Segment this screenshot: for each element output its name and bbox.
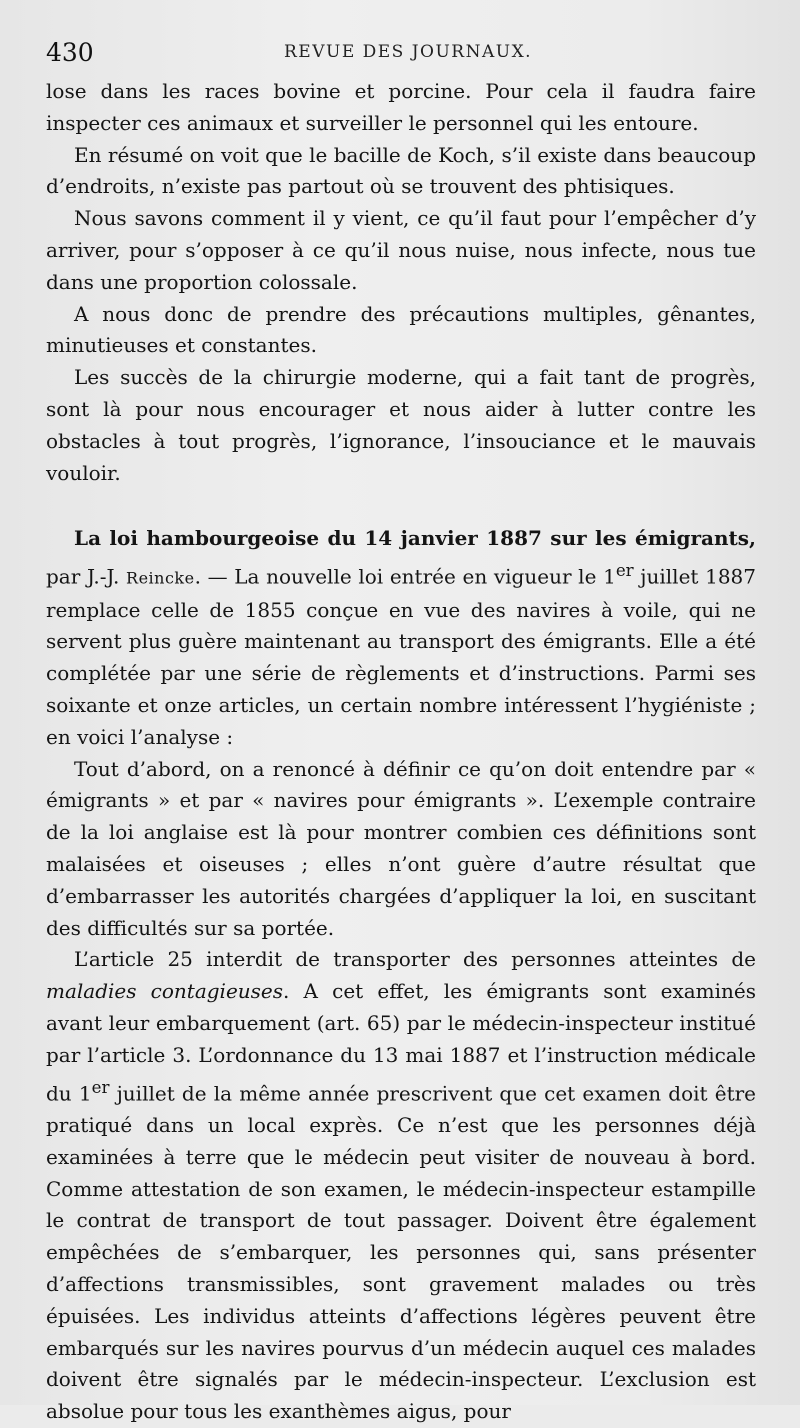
paragraph-definitions: Tout d’abord, on a renoncé à définir ce qu’on doit entendre par « émigrants » et par « navires pour émigrants ». L’exemple contraire de la loi anglaise est là pour montrer combien ces définitions sont malaisées et oiseuses ; elles n’ont guère d’autre résultat que d’embarrasser les autorités chargées d’appliquer la loi, en suscitant des difficultés sur sa portée. xyxy=(46,756,756,940)
superscript: er xyxy=(615,561,634,581)
paragraph-surgery: Les succès de la chirurgie moderne, qui a fait tant de progrès, sont là pour nous encourager et nous aider à lutter contre les obstacles à tout progrès, l’ignorance, l’insouciance et le mauvais vouloir. xyxy=(46,365,756,485)
article-25-text-end: juillet de la même année prescrivent que cet examen doit être pratiqué dans un local exprès. Ce n’est que les personnes déjà examinées à terre que le médecin peut visiter de nouveau à bord. Comme attestation de son examen, le médecin-inspecteur estampille le contrat de transport de tout passager. Doivent être également empêchées de s’embarquer, les personnes qui, sans présenter d’affections transmissibles, sont gravement malades ou très épuisées. Les individus atteints d’affections légères peuvent être embarqués sur les navires pourvus d’un médecin auquel ces malades doivent être signalés par le médecin-inspecteur. L’exclusion est absolue pour tous les exanthèmes aigus, pour xyxy=(46,1081,757,1424)
article-25-text: L’article 25 interdit de transporter des personnes atteintes de xyxy=(74,947,756,972)
article-title: La loi hambourgeoise du 14 janvier 1887 sur les émigrants, xyxy=(74,526,756,551)
paragraph-prevention: Nous savons comment il y vient, ce qu’il faut pour l’empêcher d’y arriver, pour s’opposer à ce qu’il nous nuise, nous infecte, nous tue dans une proportion colossale. xyxy=(46,206,756,294)
superscript: er xyxy=(91,1077,110,1097)
running-head: REVUE DES JOURNAUX. xyxy=(284,42,533,62)
article-intro-paragraph xyxy=(46,523,756,753)
article-intro-text-cont: juillet 1887 remplace celle de 1855 conçue en vue des navires à voile, qui ne servent plus guère maintenant au transport des émigrants. Elle a été complétée par une série de règlements et d’instructions. Parmi ses soixante et onze articles, un certain nombre intéressent l’hygiéniste ; en voici l’analyse : xyxy=(46,564,757,749)
article-byline: par J.-J. xyxy=(46,564,127,589)
paragraph-summary: En résumé on voit que le bacille de Koch, s’il existe dans beaucoup d’endroits, n’existe pas partout où se trouvent des phtisiques. xyxy=(46,142,756,199)
page-header xyxy=(46,38,754,70)
paragraph-continuation: lose dans les races bovine et porcine. Pour cela il faudra faire inspecter ces animaux et surveiller le personnel qui les entoure. xyxy=(46,79,756,135)
article-intro-text: . — La nouvelle loi entrée en vigueur le 1 xyxy=(194,564,616,589)
paragraph-article-25 xyxy=(46,944,756,1428)
paragraph-precautions: A nous donc de prendre des précautions multiples, gênantes, minutieuses et constantes. xyxy=(46,301,756,358)
body-text xyxy=(46,76,756,1428)
section-gap xyxy=(46,489,756,523)
italic-term: maladies contagieuses xyxy=(46,979,284,1004)
article-author: Reincke xyxy=(126,568,195,588)
article-25-text-cont: . A cet effet, les émigrants sont examinés avant leur embarquement (art. 65) par le médecin-inspecteur institué par l’article 3. L’ordonnance du 13 mai 1887 et l’instruction médicale du 1 xyxy=(46,979,756,1106)
page-number: 430 xyxy=(46,38,94,67)
